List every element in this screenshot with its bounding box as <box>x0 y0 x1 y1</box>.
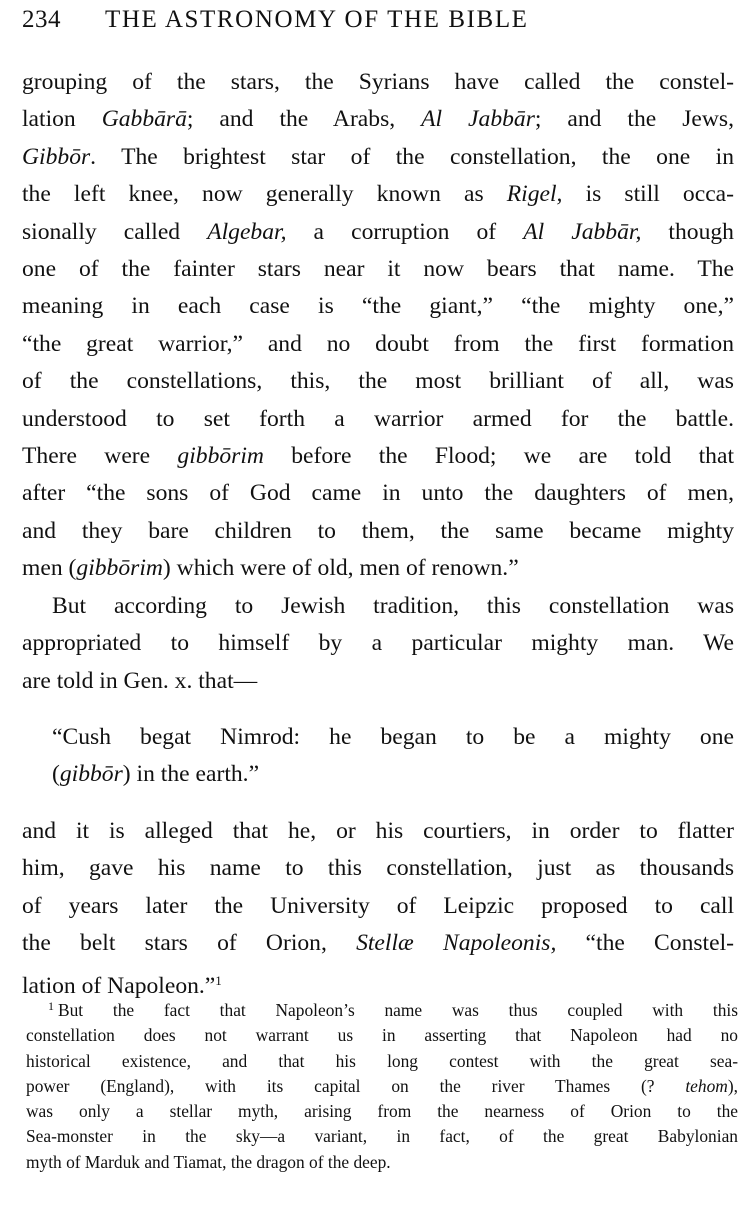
running-header <box>22 6 734 38</box>
running-title: THE ASTRONOMY OF THE BIBLE <box>105 6 529 33</box>
text-line: meaning in each case is “the giant,” “the mighty one,” <box>22 293 734 320</box>
text-line: after “the sons of God came in unto the daughters of men, <box>22 480 734 507</box>
text-line: sionally called Algebar, a corruption of Al Jabbār, though <box>22 218 734 245</box>
text-line: him, gave his name to this constellation, just as thousands <box>22 855 734 882</box>
text-line: the left knee, now generally known as Rigel, is still occa- <box>22 181 735 208</box>
text-line: (gibbōr) in the earth.” <box>52 761 260 788</box>
footnote-line: $^1$ But the fact that Napoleon’s name was thus coupled with this <box>48 999 738 1020</box>
text-line: and it is alleged that he, or his courtiers, in order to flatter <box>22 817 734 844</box>
footnote-reference[interactable]: 1 <box>215 973 222 989</box>
text-line: of years later the University of Leipzic proposed to call <box>22 892 734 919</box>
text-line: and they bare children to them, the same became mighty <box>22 517 734 544</box>
text-line: one of the fainter stars near it now bears that name. The <box>22 256 734 283</box>
footnote-marker: 1 <box>48 999 54 1013</box>
text-line: lation Gabbārā; and the Arabs, Al Jabbār; and the Jews, <box>22 106 734 133</box>
text-line: But according to Jewish tradition, this constellation was <box>52 592 734 619</box>
text-line: men (gibbōrim) which were of old, men of renown.” <box>22 555 519 582</box>
page-number: 234 <box>22 6 61 33</box>
footnote-line: power (England), with its capital on the river Thames (? tehom), <box>26 1075 738 1096</box>
footnote-line: was only a stellar myth, arising from the nearness of Orion to the <box>26 1101 738 1122</box>
text-line: grouping of the stars, the Syrians have called the constel- <box>22 69 734 95</box>
block-quote <box>22 719 734 794</box>
text-line: “Cush begat Nimrod: he began to be a mighty one <box>52 723 734 750</box>
text-line: the belt stars of Orion, Stellæ Napoleonis, “the Constel- <box>22 929 735 956</box>
main-text <box>22 64 734 1006</box>
text-line: of the constellations, this, the most brilliant of all, was <box>22 368 734 395</box>
footnote-line: myth of Marduk and Tiamat, the dragon of the deep. <box>26 1151 391 1172</box>
footnote-line: historical existence, and that his long contest with the great sea- <box>26 1050 738 1071</box>
text-line: appropriated to himself by a particular mighty man. We <box>22 630 734 657</box>
text-line: are told in Gen. x. that— <box>22 667 258 694</box>
footnote <box>26 994 738 1175</box>
footnote-line: Sea-monster in the sky—a variant, in fact, of the great Babylonian <box>26 1126 738 1147</box>
text-line: “the great warrior,” and no doubt from the first formation <box>22 330 734 357</box>
text-line: understood to set forth a warrior armed for the battle. <box>22 405 734 432</box>
text-line: lation of Napoleon.”$^1$ <box>22 973 222 1000</box>
text-line: There were gibbōrim before the Flood; we are told that <box>22 443 734 470</box>
text-line: Gibbōr. The brightest star of the constellation, the one in <box>22 143 734 170</box>
footnote-line: constellation does not warrant us in asserting that Napoleon had no <box>26 1025 738 1046</box>
